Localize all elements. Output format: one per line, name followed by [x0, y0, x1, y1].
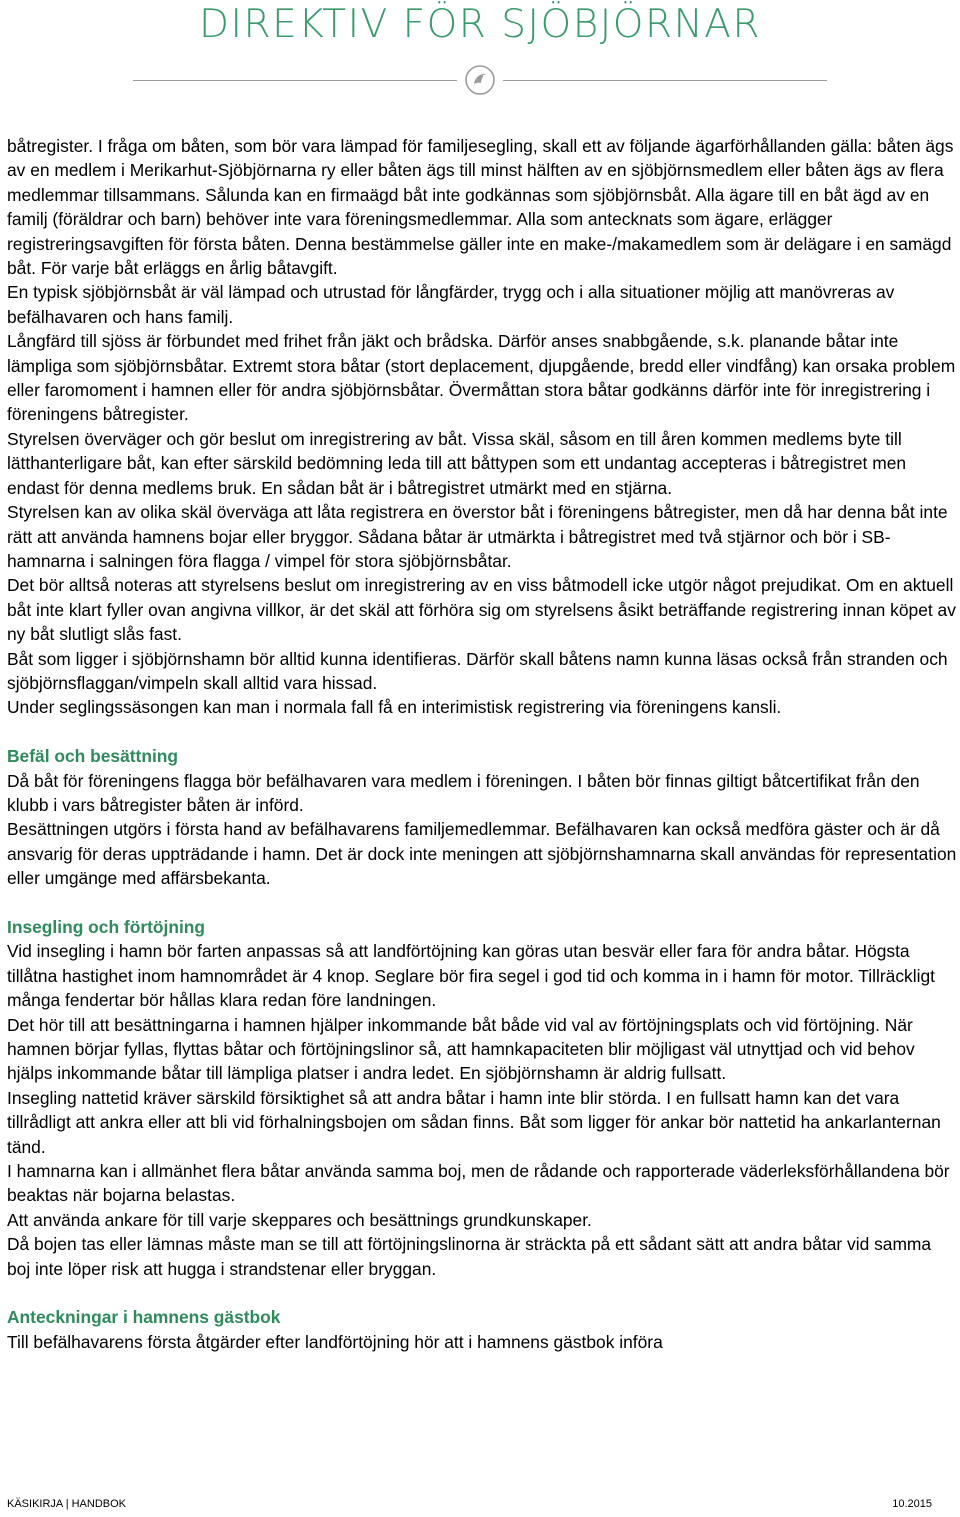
paragraph: Det bör alltså noteras att styrelsens beslut om inregistrering av en viss båtmodell icke utgör något prejudikat. Om en aktuell båt inte klart fyller ovan angivna villkor, är det skäl att förhöra sig om styrelsens åsikt beträffande registrering innan köpet av ny båt slutligt slås fast.: [7, 575, 956, 645]
paragraph: Styrelsen överväger och gör beslut om inregistrering av båt. Vissa skäl, såsom en till åren kommen medlems byte till lätthanterligare båt, kan efter särskild bedömning leda till att båttypen som ett undantag accepteras i båtregistret men endast för denna medlems bruk. En sådan båt är i båtregistret utmärkt med en stjärna.: [7, 428, 907, 498]
document-title: DIREKTIV FÖR SJÖBJÖRNAR: [198, 2, 762, 47]
section-spacer: [7, 720, 959, 744]
paragraph: Under seglingssäsongen kan man i normala fall få en interimistisk registrering via föreningens kansli.: [7, 697, 782, 718]
section-spacer: [7, 891, 959, 915]
footer-handbook-label: KÄSIKIRJA | HANDBOK: [7, 1498, 127, 1510]
paragraph: Långfärd till sjöss är förbundet med frihet från jäkt och brådska. Därför anses snabbgående, s.k. planande båtar inte lämpliga som sjöbjörnsbåtar. Extremt stora båtar (stort deplacement, djupgående, bredd eller vindfång) kan orsaka problem eller faromoment i hamnen eller för andra sjöbjörnsbåtar. Övermåttan stora båtar godkänns därför inte för inregistrering i föreningens båtregister.: [7, 331, 956, 425]
paragraph: Styrelsen kan av olika skäl överväga att låta registrera en överstor båt i föreningens båtregister, men då har denna båt inte rätt att använda hamnens bojar eller bryggor. Sådana båtar är utmärkta i båtregistret med två stjärnor och bör i SB-hamnarna i salningen föra flagga / vimpel för stora sjöbjörnsbåtar.: [7, 502, 948, 571]
paragraph: En typisk sjöbjörnsbåt är väl lämpad och utrustad för långfärder, trygg och i alla situationer möjlig att manövreras av befälhavaren och hans familj.: [7, 282, 895, 327]
paragraph: Att använda ankare för till varje skeppares och besättnings grundkunskaper.: [7, 1209, 592, 1230]
paragraph: Då båt för föreningens flagga bör befälhavaren vara medlem i föreningen. I båten bör finnas giltigt båtcertifikat från den klubb i vars båtregister båten är införd.: [7, 770, 920, 815]
paragraph: Besättningen utgörs i första hand av befälhavarens familjemedlemmar. Befälhavaren kan också medföra gäster och är då ansvarig för deras uppträdande i hamn. Det är dock inte meningen att sjöbjörnshamnarna skall användas för representation eller umgänge med affärsbekanta.: [7, 819, 957, 889]
paragraph: Insegling nattetid kräver särskild försiktighet så att andra båtar i hamn inte blir störda. I en fullsatt hamn kan det vara tillrådligt att ankra eller att bli vid förhalningsbojen om sådan finns. Båt som ligger för ankar bör nattetid ha ankarlanternan tänd.: [7, 1087, 941, 1157]
paragraph: Båt som ligger i sjöbjörnshamn bör alltid kunna identifieras. Därför skall båtens namn kunna läsas också från stranden och sjöbjörnsflaggan/vimpeln skall alltid vara hissad.: [7, 648, 948, 693]
header-divider-left: [133, 80, 457, 81]
paragraph: Till befälhavarens första åtgärder efter landförtöjning hör att i hamnens gästbok införa: [7, 1331, 663, 1352]
paragraph: Det hör till att besättningarna i hamnen hjälper inkommande båt både vid val av förtöjningsplats och vid förtöjning. När hamnen börjar fyllas, flyttas båtar och förtöjningslinor så, att hamnkapaciteten blir möjligast väl utnyttjad och vid behov hjälps inkommande båtar till lämpliga platser i andra ledet. En sjöbjörnshamn är aldrig fullsatt.: [7, 1014, 915, 1084]
section-heading: Anteckningar i hamnens gästbok: [7, 1307, 281, 1328]
section-heading: Insegling och förtöjning: [7, 916, 206, 937]
footer-date: 10.2015: [892, 1498, 932, 1510]
page-header: [0, 0, 960, 110]
paragraph: I hamnarna kan i allmänhet flera båtar använda samma boj, men de rådande och rapporterade väderleksförhållandena bör beaktas när bojarna belastas.: [7, 1161, 950, 1206]
header-divider-right: [503, 80, 827, 81]
document-body: [7, 134, 959, 1354]
paragraph: Då bojen tas eller lämnas måste man se till att förtöjningslinorna är sträckta på ett sådant sätt att andra båtar vid samma boj inte löper risk att hugga i strandstenar eller bryggan.: [7, 1234, 932, 1279]
section-spacer: [7, 1281, 959, 1305]
paragraph: båtregister. I fråga om båten, som bör vara lämpad för familjesegling, skall ett av följande ägarförhållanden gälla: båten ägs av en medlem i Merikarhut-Sjöbjörnarna ry eller båten ägs till minst hälften av en sjöbjörnsmedlem eller båten ägs av flera medlemmar tillsammans. Sålunda kan en firmaägd båt inte godkännas som sjöbjörnsbåt. Alla ägare till en båt ägd av en familj (föräldrar och barn) behöver inte vara föreningsmedlemmar. Alla som antecknats som ägare, erlägger registreringsavgiften för första båten. Denna bestämmelse gäller inte en make-/makamedlem som är delägare i en samägd båt. För varje båt erläggs en årlig båtavgift.: [7, 136, 954, 279]
paragraph: Vid insegling i hamn bör farten anpassas så att landförtöjning kan göras utan besvär eller fara för andra båtar. Högsta tillåtna hastighet inom hamnområdet är 4 knop. Seglare bör fira segel i god tid och komma in i hamn för motor. Tillräckligt många fendertar bör hållas klara redan före landningen.: [7, 941, 935, 1011]
section-heading: Befäl och besättning: [7, 746, 179, 767]
seal-logo-icon: [464, 64, 496, 96]
